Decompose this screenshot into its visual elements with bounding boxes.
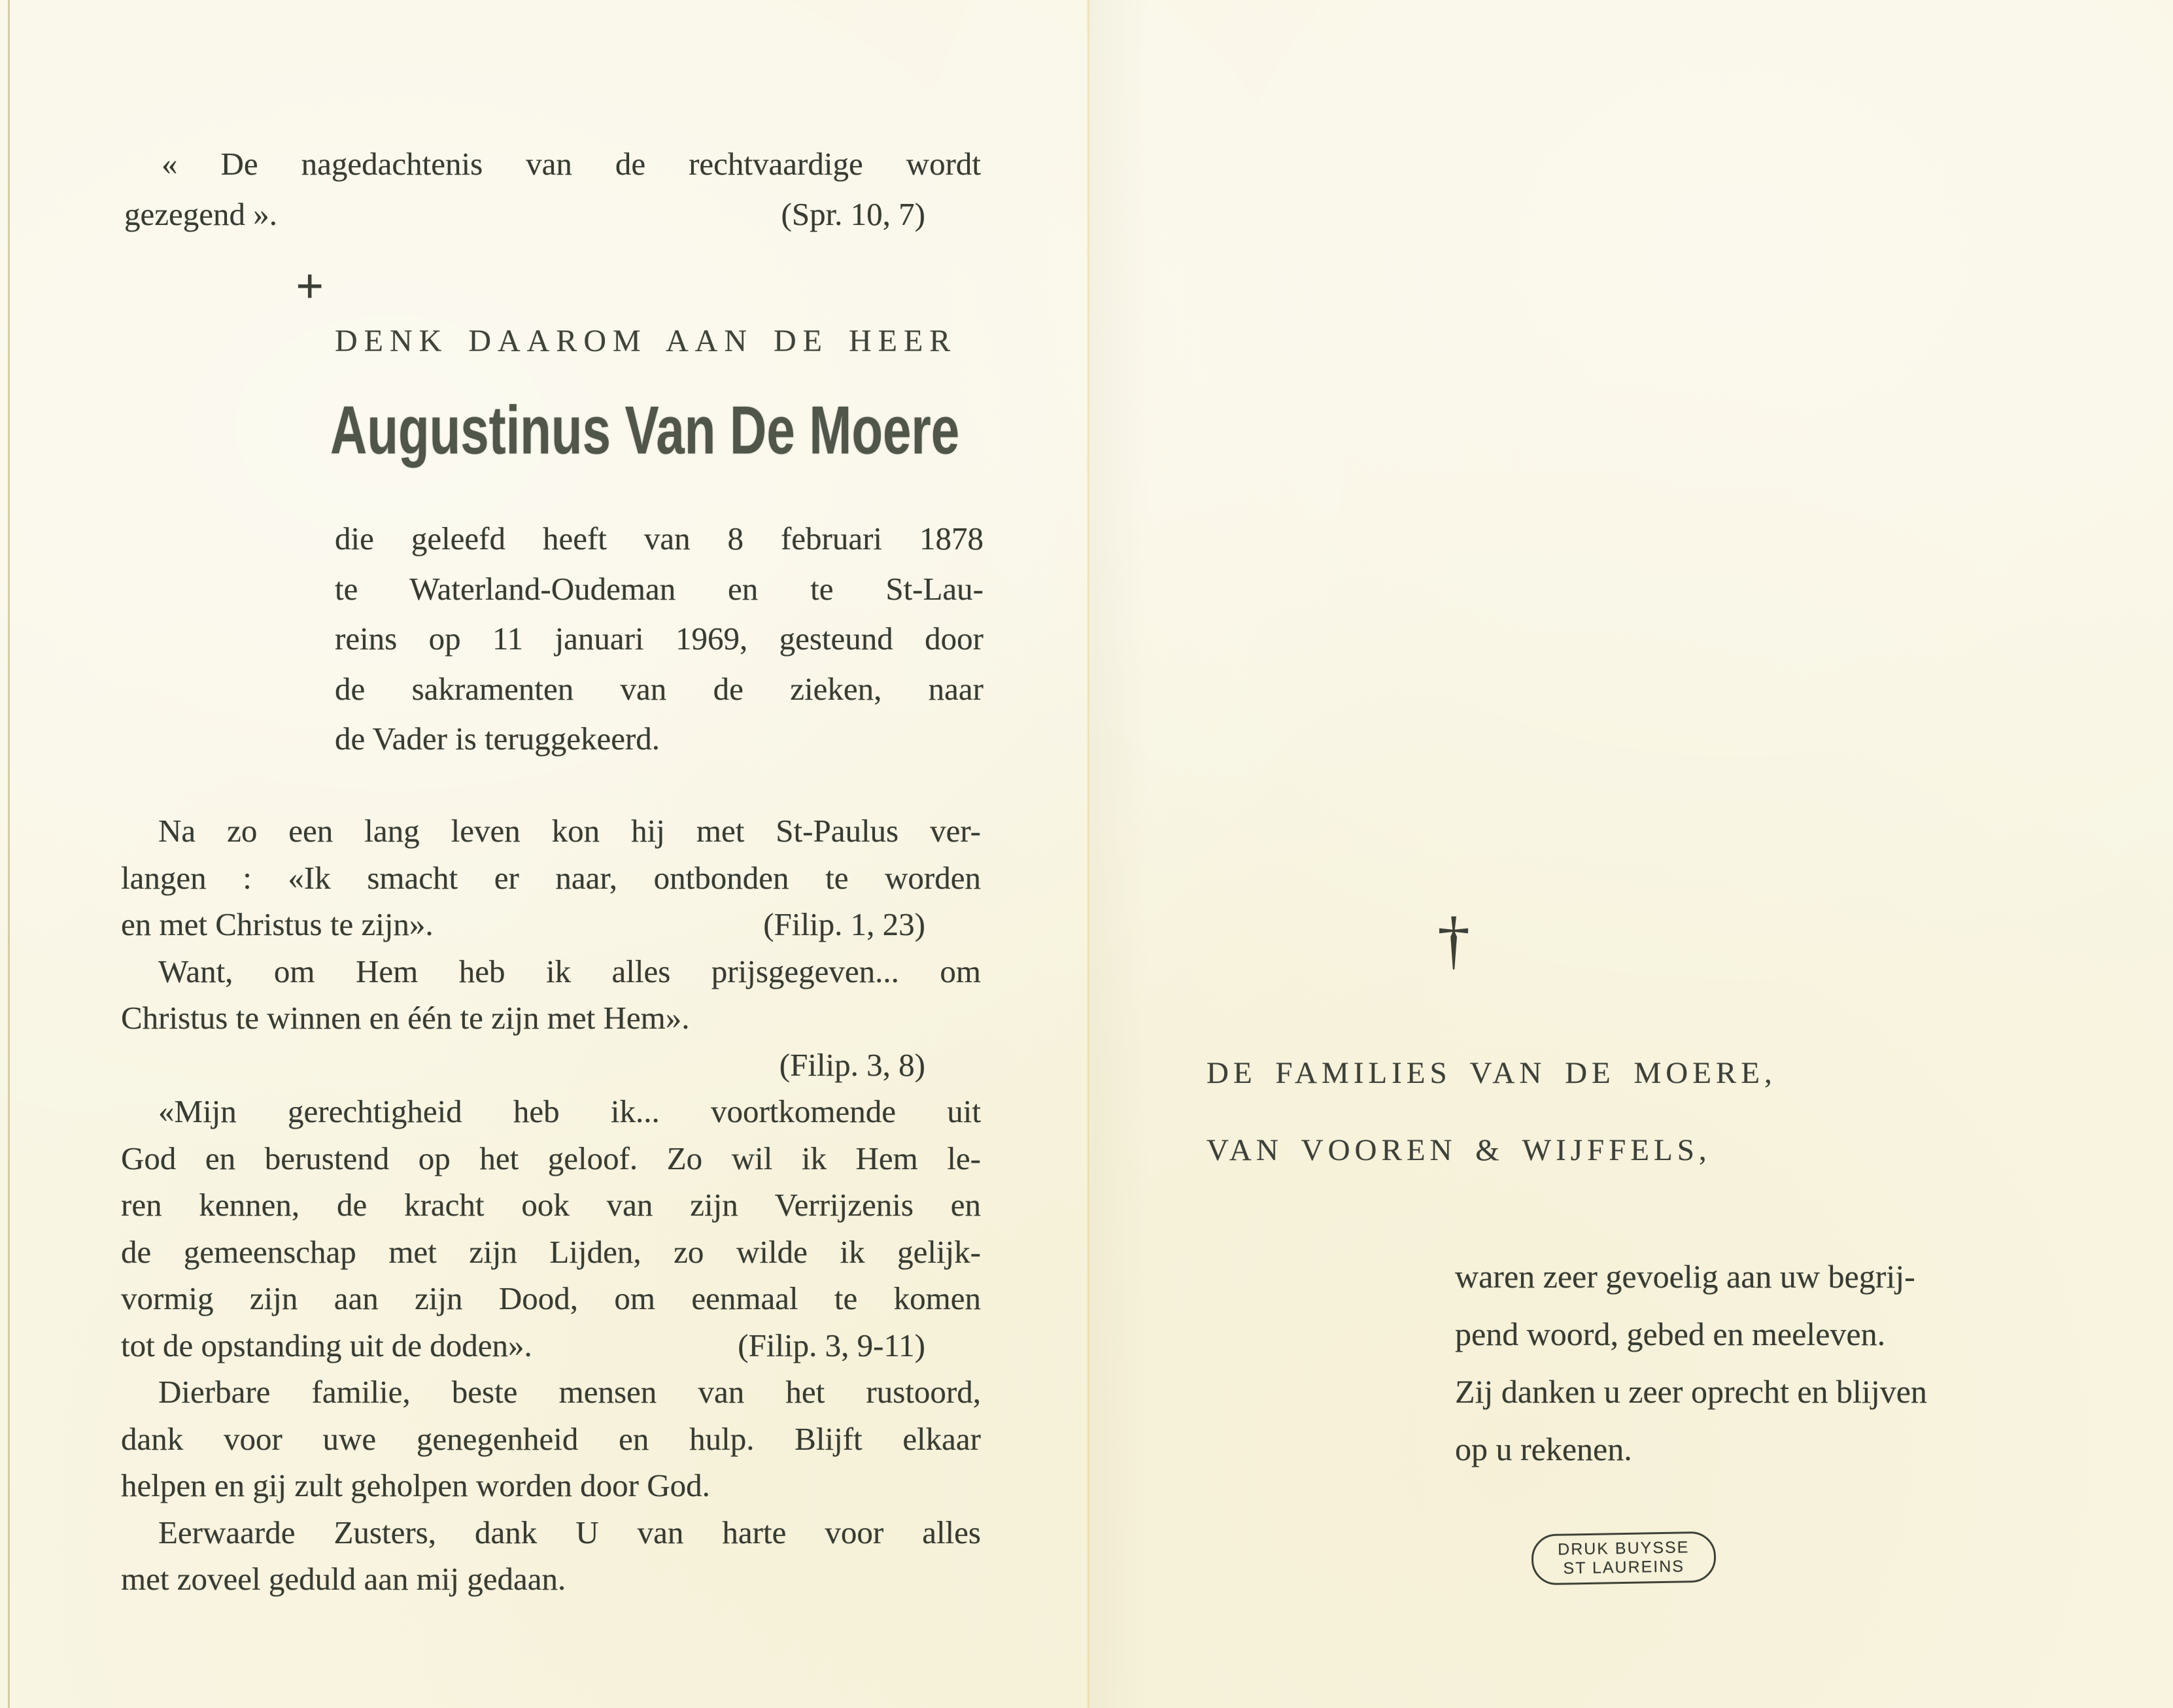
scripture-reference: (Filip. 3, 9-11) (738, 1327, 925, 1363)
printer-stamp (1531, 1531, 1716, 1586)
printer-stamp-line: ST LAUREINS (1563, 1557, 1685, 1578)
text-line: de Vader is teruggekeerd. (335, 721, 660, 757)
text-line: Want, om Hem heb ik alles prijsgegeven... om (158, 953, 981, 989)
line-text: en met Christus te zijn». (121, 906, 434, 942)
text-line: langen : «Ik smacht er naar, ontbonden te worden (121, 859, 981, 896)
text-line: dank voor uwe genegenheid en hulp. Blijft elkaar (121, 1420, 981, 1457)
text-line: Na zo een lang leven kon hij met St-Paulus ver- (158, 813, 981, 849)
deceased-name: Augustinus Van De Moere (330, 392, 960, 469)
text-line: met zoveel geduld aan mij gedaan. (121, 1561, 566, 1597)
text-line: die geleefd heeft van 8 februari 1878 (335, 521, 984, 556)
families-line: VAN VOOREN & WIJFFELS, (1206, 1133, 1711, 1167)
text-line: reins op 11 januari 1969, gesteund door (335, 621, 984, 657)
text-line: God en berustend op het geloof. Zo wil ik Hem le- (121, 1140, 981, 1176)
line-text: tot de opstanding uit de doden». (121, 1327, 532, 1363)
text-line: vormig zijn aan zijn Dood, om eenmaal te komen (121, 1280, 981, 1316)
text-line: te Waterland-Oudeman en te St-Lau- (335, 570, 984, 607)
printer-stamp-line: DRUK BUYSSE (1557, 1538, 1690, 1559)
text-line: de sakramenten van de zieken, naar (335, 670, 984, 707)
families-names (1206, 1034, 1991, 1189)
text-line: waren zeer gevoelig aan uw begrij- (1455, 1258, 1915, 1295)
text-line: Dierbare familie, beste mensen van het rustoord, (158, 1374, 981, 1410)
scripture-reference: (Filip. 1, 23) (763, 906, 925, 942)
cross-icon: + (296, 259, 324, 314)
text-line: ren kennen, de kracht ook van zijn Verrijzenis en (121, 1187, 981, 1223)
scripture-reference: (Spr. 10, 7) (781, 196, 925, 232)
scripture-reference: (Filip. 3, 8) (779, 1046, 925, 1083)
dagger-cross-icon: † (1437, 904, 1470, 976)
text-line: de gemeenschap met zijn Lijden, zo wilde ik gelijk- (121, 1233, 981, 1270)
families-line: DE FAMILIES VAN DE MOERE, (1206, 1056, 1777, 1090)
text-line: « De nagedachtenis van de rechtvaardige wordt (162, 146, 981, 182)
text-line: pend woord, gebed en meeleven. (1455, 1316, 1886, 1352)
line-text: gezegend ». (124, 196, 277, 232)
text-line: Christus te winnen en één te zijn met Hem». (121, 1000, 690, 1036)
text-line: Eerwaarde Zusters, dank U van harte voor alles (158, 1514, 981, 1550)
text-line: op u rekenen. (1455, 1431, 1632, 1467)
text-line: helpen en gij zult geholpen worden door God. (121, 1467, 710, 1503)
text-line: «Mijn gerechtigheid heb ik... voortkomende uit (158, 1093, 981, 1129)
text-line: Zij danken u zeer oprecht en blijven (1455, 1373, 1927, 1410)
acknowledgement-paragraph (1455, 1248, 2044, 1478)
kicker-line: DENK DAAROM AAN DE HEER (335, 324, 957, 358)
